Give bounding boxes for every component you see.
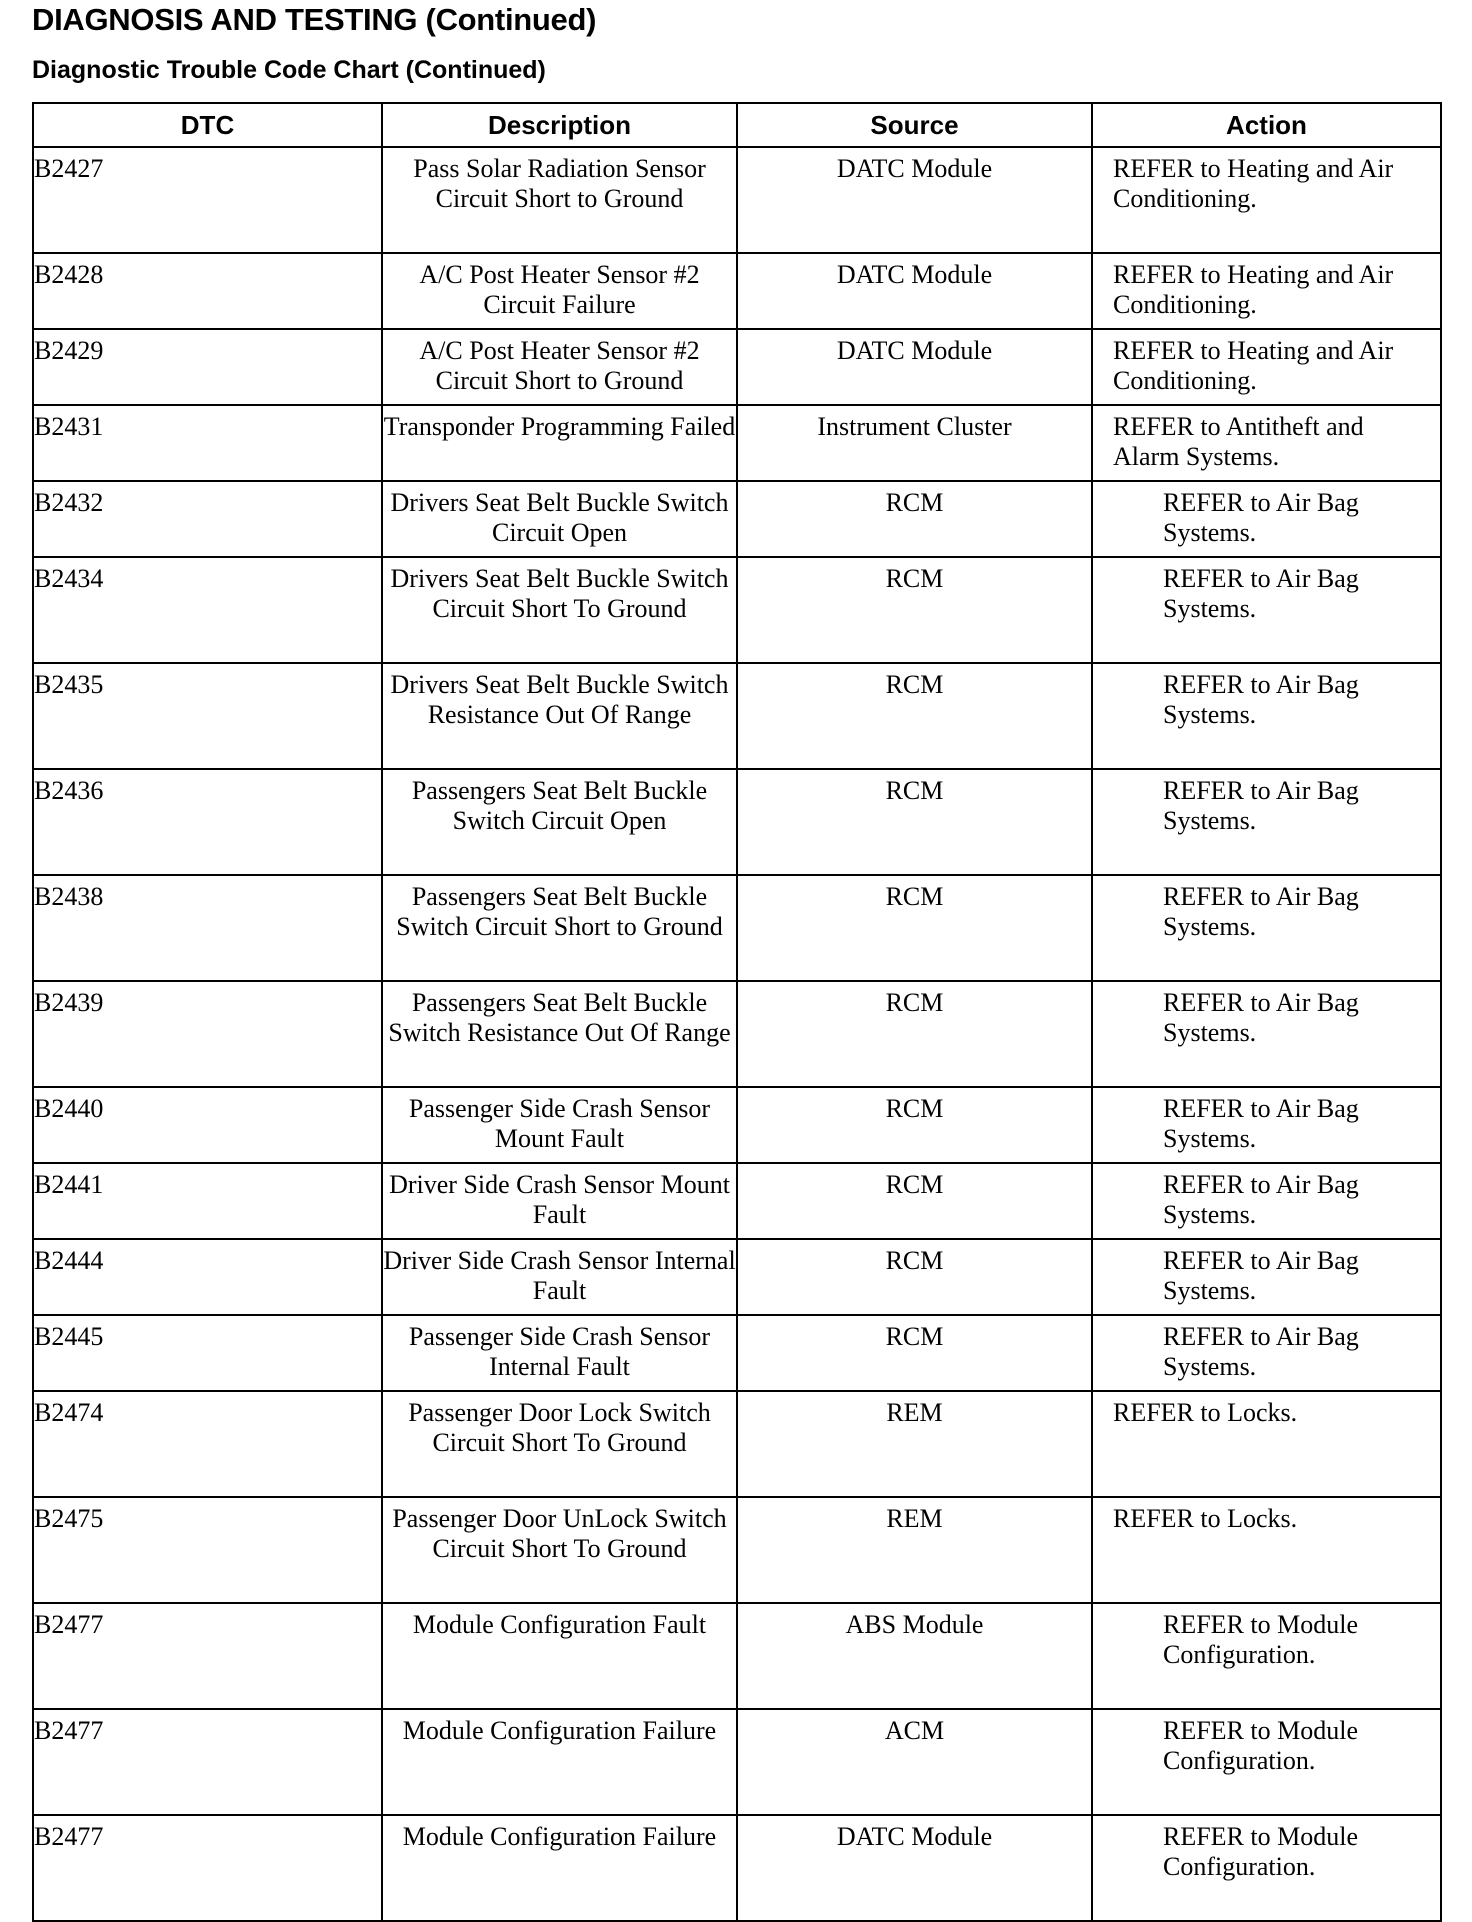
dtc-description: Module Configuration Fault — [382, 1603, 737, 1709]
dtc-source: RCM — [737, 875, 1092, 981]
dtc-action: REFER to Air Bag Systems. — [1092, 1087, 1441, 1163]
dtc-source: REM — [737, 1497, 1092, 1603]
dtc-source: RCM — [737, 481, 1092, 557]
dtc-code: B2438 — [33, 875, 382, 981]
dtc-description: Drivers Seat Belt Buckle Switch Resistance Out Of Range — [382, 663, 737, 769]
dtc-action: REFER to Air Bag Systems. — [1092, 1163, 1441, 1239]
table-row — [33, 253, 1441, 329]
dtc-description: Transponder Programming Failed — [382, 405, 737, 481]
dtc-code: B2439 — [33, 981, 382, 1087]
dtc-code: B2477 — [33, 1709, 382, 1815]
dtc-code: B2474 — [33, 1391, 382, 1497]
dtc-description: Passengers Seat Belt Buckle Switch Resistance Out Of Range — [382, 981, 737, 1087]
dtc-source: RCM — [737, 769, 1092, 875]
dtc-action: REFER to Air Bag Systems. — [1092, 663, 1441, 769]
dtc-description: Passenger Side Crash Sensor Mount Fault — [382, 1087, 737, 1163]
column-header-source: Source — [737, 103, 1092, 147]
dtc-code: B2475 — [33, 1497, 382, 1603]
dtc-action: REFER to Antitheft and Alarm Systems. — [1092, 405, 1441, 481]
dtc-action: REFER to Air Bag Systems. — [1092, 875, 1441, 981]
table-row — [33, 557, 1441, 663]
dtc-action: REFER to Locks. — [1092, 1497, 1441, 1603]
table-row — [33, 1087, 1441, 1163]
dtc-action: REFER to Air Bag Systems. — [1092, 981, 1441, 1087]
dtc-code: B2477 — [33, 1603, 382, 1709]
dtc-action: REFER to Air Bag Systems. — [1092, 769, 1441, 875]
dtc-source: RCM — [737, 1087, 1092, 1163]
table-row — [33, 1815, 1441, 1921]
dtc-source: DATC Module — [737, 329, 1092, 405]
dtc-source: RCM — [737, 557, 1092, 663]
dtc-description: Driver Side Crash Sensor Internal Fault — [382, 1239, 737, 1315]
table-row — [33, 981, 1441, 1087]
dtc-code: B2445 — [33, 1315, 382, 1391]
dtc-code: B2440 — [33, 1087, 382, 1163]
dtc-action: REFER to Heating and Air Conditioning. — [1092, 147, 1441, 253]
dtc-description: Passengers Seat Belt Buckle Switch Circuit Open — [382, 769, 737, 875]
dtc-description: Passenger Door Lock Switch Circuit Short To Ground — [382, 1391, 737, 1497]
dtc-description: Passenger Door UnLock Switch Circuit Short To Ground — [382, 1497, 737, 1603]
table-row — [33, 1391, 1441, 1497]
table-header-row — [33, 103, 1441, 147]
dtc-description: A/C Post Heater Sensor #2 Circuit Short to Ground — [382, 329, 737, 405]
dtc-code: B2428 — [33, 253, 382, 329]
column-header-description: Description — [382, 103, 737, 147]
dtc-code: B2435 — [33, 663, 382, 769]
dtc-code: B2444 — [33, 1239, 382, 1315]
dtc-source: RCM — [737, 663, 1092, 769]
dtc-action: REFER to Heating and Air Conditioning. — [1092, 329, 1441, 405]
dtc-action: REFER to Air Bag Systems. — [1092, 481, 1441, 557]
table-row — [33, 1315, 1441, 1391]
dtc-description: Passenger Side Crash Sensor Internal Fault — [382, 1315, 737, 1391]
dtc-source: RCM — [737, 1163, 1092, 1239]
dtc-description: Drivers Seat Belt Buckle Switch Circuit Short To Ground — [382, 557, 737, 663]
table-row — [33, 1497, 1441, 1603]
dtc-action: REFER to Air Bag Systems. — [1092, 557, 1441, 663]
dtc-action: REFER to Air Bag Systems. — [1092, 1239, 1441, 1315]
dtc-description: Module Configuration Failure — [382, 1709, 737, 1815]
dtc-table — [32, 102, 1442, 1922]
dtc-action: REFER to Heating and Air Conditioning. — [1092, 253, 1441, 329]
dtc-description: Drivers Seat Belt Buckle Switch Circuit Open — [382, 481, 737, 557]
dtc-code: B2436 — [33, 769, 382, 875]
table-row — [33, 769, 1441, 875]
dtc-description: Passengers Seat Belt Buckle Switch Circuit Short to Ground — [382, 875, 737, 981]
dtc-action: REFER to Locks. — [1092, 1391, 1441, 1497]
table-row — [33, 1709, 1441, 1815]
table-row — [33, 1239, 1441, 1315]
table-row — [33, 875, 1441, 981]
dtc-source: RCM — [737, 1239, 1092, 1315]
dtc-source: REM — [737, 1391, 1092, 1497]
dtc-action: REFER to Module Configuration. — [1092, 1603, 1441, 1709]
dtc-source: DATC Module — [737, 253, 1092, 329]
table-row — [33, 1163, 1441, 1239]
dtc-code: B2477 — [33, 1815, 382, 1921]
table-row — [33, 147, 1441, 253]
dtc-code: B2434 — [33, 557, 382, 663]
dtc-action: REFER to Module Configuration. — [1092, 1815, 1441, 1921]
dtc-code: B2432 — [33, 481, 382, 557]
dtc-source: RCM — [737, 981, 1092, 1087]
dtc-action: REFER to Module Configuration. — [1092, 1709, 1441, 1815]
table-row — [33, 329, 1441, 405]
dtc-code: B2429 — [33, 329, 382, 405]
dtc-action: REFER to Air Bag Systems. — [1092, 1315, 1441, 1391]
column-header-action: Action — [1092, 103, 1441, 147]
dtc-source: ACM — [737, 1709, 1092, 1815]
dtc-description: Module Configuration Failure — [382, 1815, 737, 1921]
dtc-description: Pass Solar Radiation Sensor Circuit Short to Ground — [382, 147, 737, 253]
table-row — [33, 663, 1441, 769]
table-row — [33, 405, 1441, 481]
dtc-source: DATC Module — [737, 147, 1092, 253]
page-title: DIAGNOSIS AND TESTING (Continued) — [32, 2, 597, 37]
chart-subtitle: Diagnostic Trouble Code Chart (Continued) — [32, 56, 546, 84]
dtc-source: Instrument Cluster — [737, 405, 1092, 481]
dtc-description: A/C Post Heater Sensor #2 Circuit Failure — [382, 253, 737, 329]
dtc-code: B2441 — [33, 1163, 382, 1239]
dtc-source: DATC Module — [737, 1815, 1092, 1921]
dtc-description: Driver Side Crash Sensor Mount Fault — [382, 1163, 737, 1239]
table-row — [33, 1603, 1441, 1709]
dtc-code: B2431 — [33, 405, 382, 481]
dtc-source: RCM — [737, 1315, 1092, 1391]
table-row — [33, 481, 1441, 557]
column-header-dtc: DTC — [33, 103, 382, 147]
dtc-source: ABS Module — [737, 1603, 1092, 1709]
dtc-code: B2427 — [33, 147, 382, 253]
